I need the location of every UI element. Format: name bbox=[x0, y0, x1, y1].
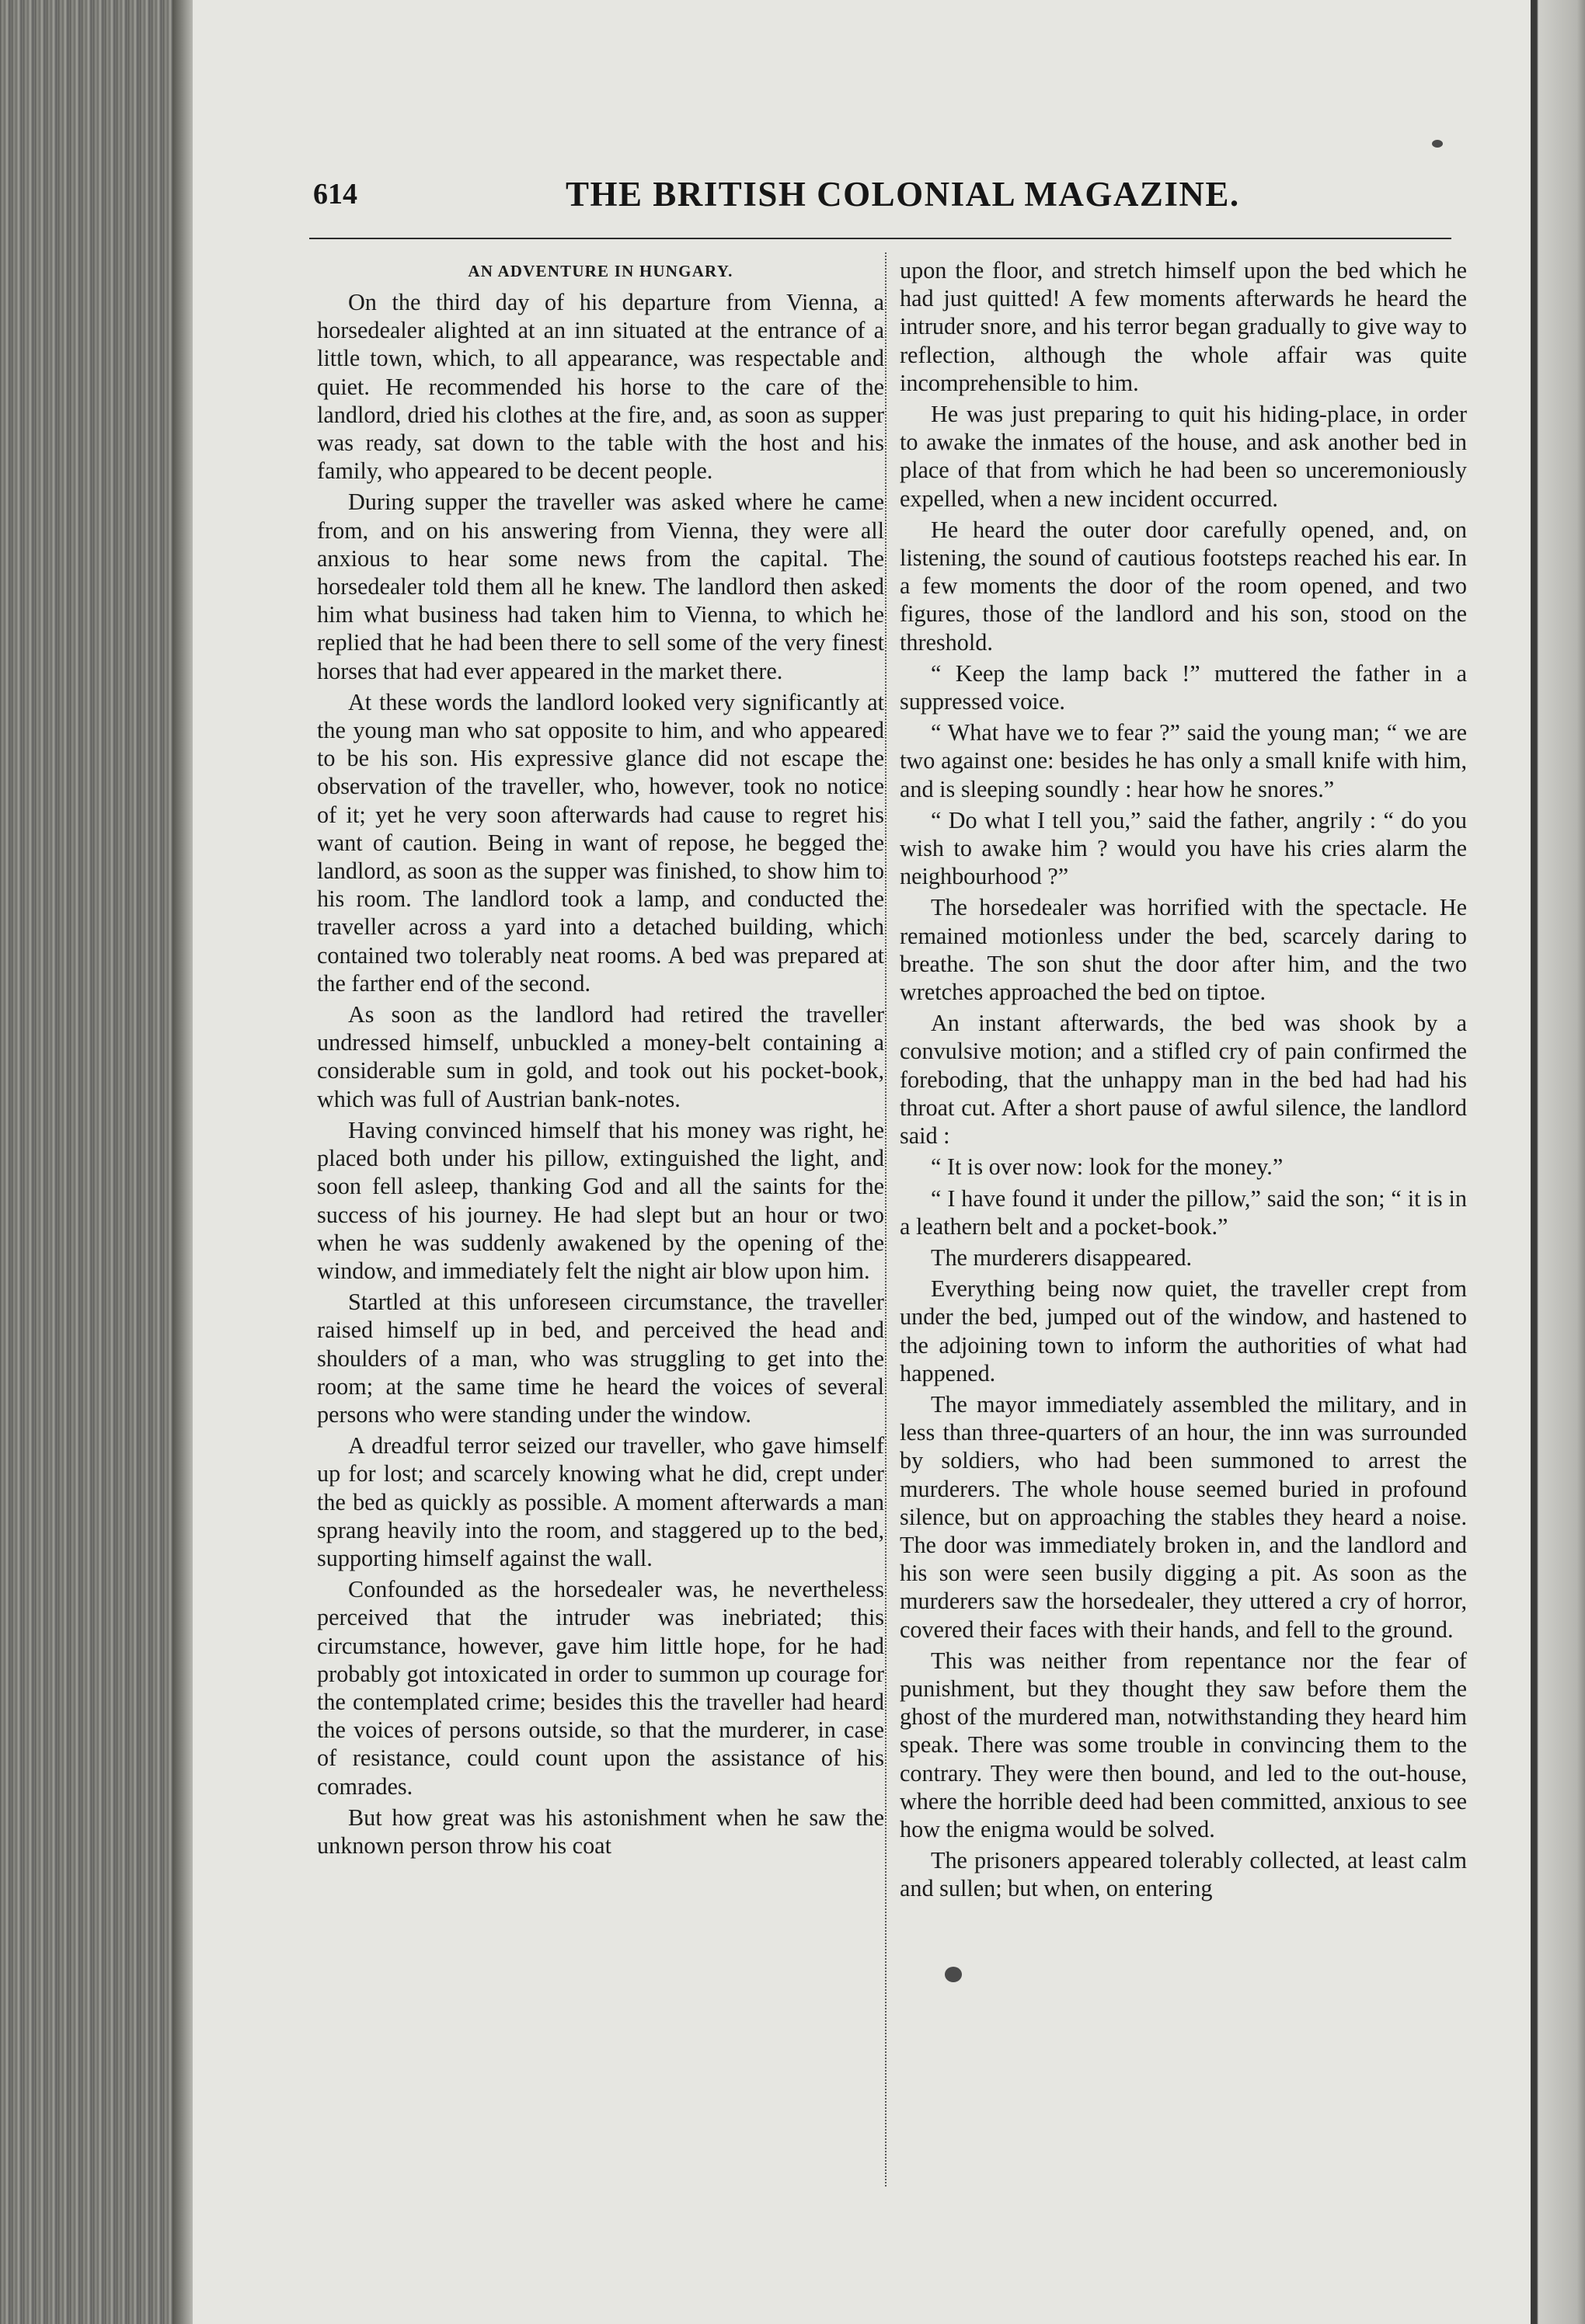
paragraph: Everything being now quiet, the traveller crept from under the bed, jumped out of the window, and hastened to the adjoining town to inform the authorities of what had happened. bbox=[900, 1275, 1467, 1386]
paragraph: This was neither from repentance nor the fear of punishment, but they thought they saw before them the ghost of the murdered man, notwithstanding they heard him speak. There was some trouble in convincing them to the contrary. They were then bound, and led to the out-house, where the horrible deed had been committed, anxious to see how the enigma would be solved. bbox=[900, 1647, 1467, 1842]
gutter-shadow bbox=[172, 0, 193, 2324]
paragraph: He was just preparing to quit his hiding-place, in order to awake the inmates of the house, and ask another bed in place of that from which he had been so unceremoniously expelled, when a new incident occurred. bbox=[900, 401, 1467, 512]
paragraph: “ Do what I tell you,” said the father, angrily : “ do you wish to awake him ? would you have his cries alarm the neighbourhood ?” bbox=[900, 806, 1467, 890]
running-head: THE BRITISH COLONIAL MAGAZINE. bbox=[566, 175, 1240, 214]
paragraph: The prisoners appeared tolerably collected, at least calm and sullen; but when, on entering bbox=[900, 1847, 1467, 1902]
paragraph: On the third day of his departure from Vienna, a horsedealer alighted at an inn situated at the entrance of a little town, which, to all appearance, was respectable and quiet. He recommended his horse to the care of the landlord, dried his clothes at the fire, and, as soon as supper was ready, sat down to the table with the host and his family, who appeared to be decent people. bbox=[317, 289, 884, 485]
paragraph: “ I have found it under the pillow,” said the son; “ it is in a leathern belt and a pocket-book.” bbox=[900, 1185, 1467, 1240]
paragraph: During supper the traveller was asked where he came from, and on his answering from Vienna, they were all anxious to hear some news from the capital. The horsedealer told them all he knew. The landlord then asked him what business had taken him to Vienna, to which he replied that he had been there to sell some of the very finest horses that had ever appeared in the market there. bbox=[317, 489, 884, 684]
paragraph: An instant afterwards, the bed was shook by a convulsive motion; and a stifled cry of pain confirmed the foreboding, that the unhappy man in the bed had had his throat cut. After a short pause of awful silence, the landlord said : bbox=[900, 1010, 1467, 1150]
scanned-page bbox=[193, 0, 1531, 2324]
header-rule bbox=[309, 238, 1451, 239]
paragraph: A dreadful terror seized our traveller, who gave himself up for lost; and scarcely knowing what he did, crept under the bed as quickly as possible. A moment afterwards a man sprang heavily into the room, and staggered up to the bed, supporting himself against the wall. bbox=[317, 1432, 884, 1571]
paragraph: “ What have we to fear ?” said the young man; “ we are two against one: besides he has only a small knife with him, and is sleeping soundly : hear how he snores.” bbox=[900, 719, 1467, 802]
page-number: 614 bbox=[313, 178, 357, 210]
paragraph: Having convinced himself that his money was right, he placed both under his pillow, extinguished the light, and soon fell asleep, thanking God and all the saints for the success of his journey. He had slept but an hour or two when he was suddenly awakened by the opening of the window, and immediately felt the night air blow upon him. bbox=[317, 1116, 884, 1284]
paragraph: “ Keep the lamp back !” muttered the father in a suppressed voice. bbox=[900, 659, 1467, 715]
paragraph: upon the floor, and stretch himself upon the bed which he had just quitted! A few moments afterwards he heard the intruder snore, and his terror began gradually to give way to reflection, although the whole affair was quite incomprehensible to him. bbox=[900, 257, 1467, 396]
paragraph: The mayor immediately assembled the military, and in less than three-quarters of an hour, the inn was surrounded by soldiers, who had been summoned to arrest the murderers. The whole house seemed buried in profound silence, but on approaching the stables they heard a noise. The door was immediately broken in, and the landlord and his son were seen busily digging a pit. As soon as the murderers saw the horsedealer, they uttered a cry of horror, covered their faces with their hands, and fell to the ground. bbox=[900, 1390, 1467, 1643]
paragraph: Startled at this unforeseen circumstance, the traveller raised himself up in bed, and perceived the head and shoulders of a man, who was struggling to get into the room; at the same time he heard the voices of several persons who were standing under the window. bbox=[317, 1289, 884, 1428]
book-binding-edge bbox=[0, 0, 172, 2324]
right-column bbox=[900, 256, 1467, 1906]
next-page-edge bbox=[1531, 0, 1585, 2324]
paragraph: He heard the outer door carefully opened, and, on listening, the sound of cautious footsteps reached his ear. In a few moments the door of the room opened, and two figures, those of the landlord and his son, stood on the threshold. bbox=[900, 516, 1467, 656]
paragraph: At these words the landlord looked very significantly at the young man who sat opposite to him, and who appeared to be his son. His expressive glance did not escape the observation of the traveller, who, however, took no notice of it; yet he very soon afterwards had cause to regret his want of caution. Being in want of repose, he begged the landlord, as soon as the supper was finished, to show him to his room. The landlord took a lamp, and conducted the traveller across a yard into a detached building, which contained two tolerably neat rooms. A bed was prepared at the farther end of the second. bbox=[317, 688, 884, 997]
ink-blot bbox=[945, 1967, 962, 1982]
paragraph: As soon as the landlord had retired the traveller undressed himself, unbuckled a money-belt containing a considerable sum in gold, and took out his pocket-book, which was full of Austrian bank-notes. bbox=[317, 1001, 884, 1112]
paragraph: The murderers disappeared. bbox=[931, 1244, 1193, 1271]
left-column bbox=[317, 256, 884, 1863]
article-title: AN ADVENTURE IN HUNGARY. bbox=[468, 262, 733, 280]
paragraph: The horsedealer was horrified with the spectacle. He remained motionless under the bed, scarcely daring to breathe. The son shut the door after him, and the two wretches approached the bed on tiptoe. bbox=[900, 894, 1467, 1006]
paragraph: But how great was his astonishment when he saw the unknown person throw his coat bbox=[317, 1804, 884, 1859]
paragraph: “ It is over now: look for the money.” bbox=[931, 1153, 1284, 1181]
ink-speck bbox=[1432, 140, 1443, 148]
column-divider bbox=[885, 252, 887, 2187]
paragraph: Confounded as the horsedealer was, he nevertheless perceived that the intruder was inebriated; this circumstance, however, gave him little hope, for he had probably got intoxicated in order to summon up courage for the contemplated crime; besides this the traveller had heard the voices of persons outside, so that the murderer, in case of resistance, could count upon the assistance of his comrades. bbox=[317, 1576, 884, 1800]
